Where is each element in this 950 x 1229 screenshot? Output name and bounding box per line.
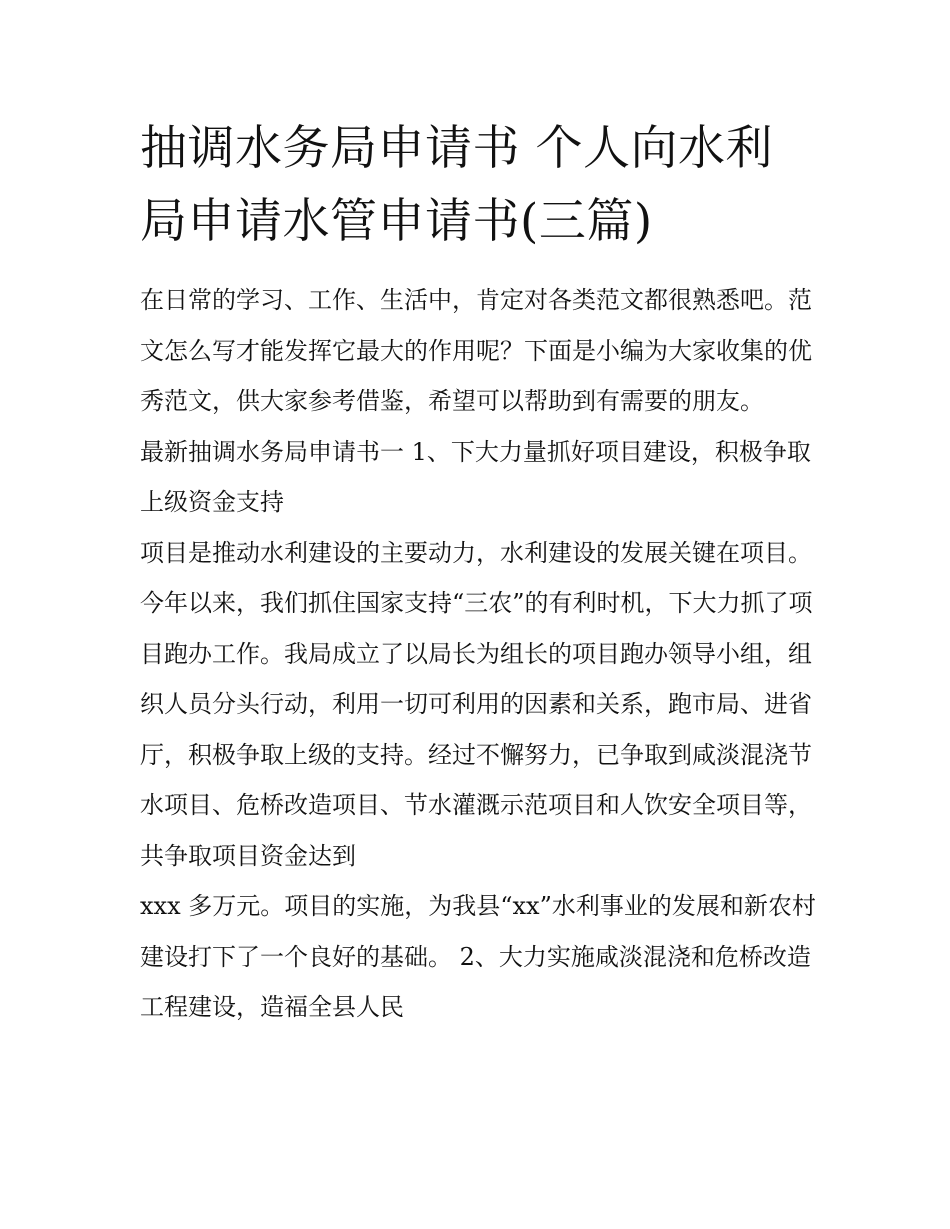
paragraph-project-results: xxx 多万元。项目的实施，为我县“xx”水利事业的发展和新农村建设打下了一个良好的基础。 2、大力实施咸淡混浇和危桥改造工程建设，造福全县人民 (140, 892, 816, 1021)
document-body (140, 275, 820, 1033)
paragraph-section-heading: 最新抽调水务局申请书一 1、下大力量抓好项目建设，积极争取上级资金支持 (140, 437, 811, 516)
paragraph-project-work: 项目是推动水利建设的主要动力，水利建设的发展关键在项目。今年以来，我们抓住国家支持“三农”的有利时机，下大力抓了项目跑办工作。我局成立了以局长为组长的项目跑办领导小组，组织人员分头行动，利用一切可利用的因素和关系，跑市局、进省厅，积极争取上级的支持。经过不懈努力，已争取到咸淡混浇节水项目、危桥改造项目、节水灌溉示范项目和人饮安全项目等，共争取项目资金达到 (140, 538, 813, 870)
paragraph-intro: 在日常的学习、工作、生活中，肯定对各类范文都很熟悉吧。范文怎么写才能发挥它最大的作用呢？下面是小编为大家收集的优秀范文，供大家参考借鉴，希望可以帮助到有需要的朋友。 (140, 286, 812, 415)
document-title: 抽调水务局申请书 个人向水利局申请水管申请书(三篇) (140, 121, 773, 249)
